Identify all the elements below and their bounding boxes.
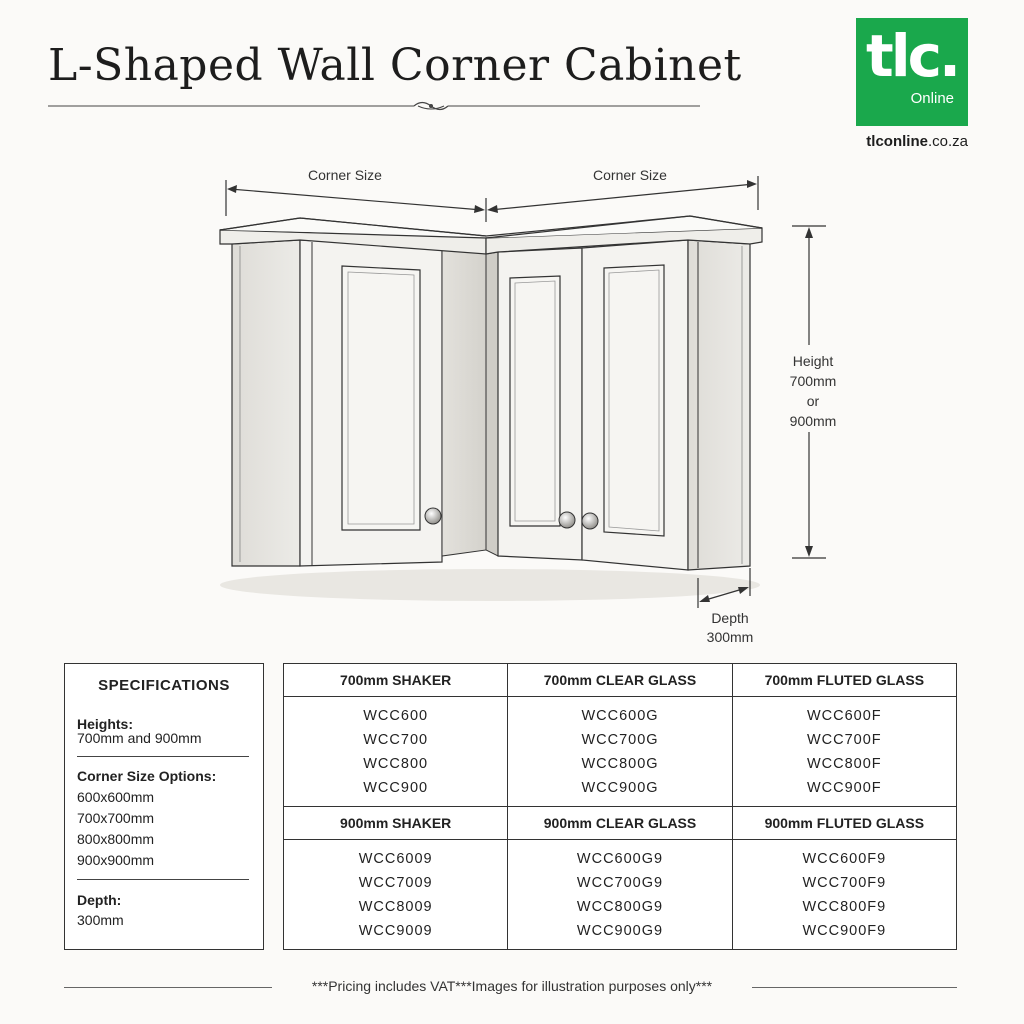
product-code: WCC800F (806, 755, 882, 772)
table-cell (732, 840, 956, 950)
product-code: WCC700F (806, 731, 882, 748)
right-door-1-knob (559, 512, 575, 528)
right-door-2-knob (582, 513, 598, 529)
product-codes-table (283, 663, 957, 950)
table-header: 700mm SHAKER (284, 664, 508, 697)
product-code: WCC600F (806, 707, 882, 724)
depth-spec-value: 300mm (77, 912, 124, 928)
table-cell (732, 697, 956, 807)
logo-sub: Online (910, 90, 954, 107)
depth-label-line: 300mm (706, 629, 754, 645)
floor-shadow (220, 569, 760, 601)
product-code: WCC600G (581, 707, 659, 724)
table-header-row (284, 664, 957, 697)
inner-corner-left (442, 248, 486, 556)
table-cell (284, 840, 508, 950)
left-door-knob (425, 508, 441, 524)
product-code: WCC800 (363, 755, 429, 772)
left-door-panel (342, 266, 420, 530)
product-code: WCC7009 (358, 874, 433, 891)
corner-size-option: 600x600mm (77, 789, 155, 805)
product-code: WCC600 (363, 707, 429, 724)
left-side-panel (232, 240, 300, 566)
product-code: WCC800G9 (576, 898, 664, 915)
product-code: WCC600G9 (576, 850, 664, 867)
product-code: WCC800F9 (802, 898, 887, 915)
inner-corner-right (486, 252, 498, 556)
right-side-panel (688, 240, 750, 570)
table-cell (284, 697, 508, 807)
spec-divider (77, 879, 249, 880)
corner-size-label-left: Corner Size (308, 167, 382, 183)
right-door-1-panel (510, 276, 560, 526)
height-label-line: 700mm (789, 373, 837, 389)
corner-size-label-right: Corner Size (593, 167, 667, 183)
product-code: WCC9009 (358, 922, 433, 939)
product-code: WCC700G (581, 731, 659, 748)
product-code: WCC900G9 (576, 922, 664, 939)
product-code: WCC900G (581, 779, 659, 796)
product-code: WCC8009 (358, 898, 433, 915)
right-door-2-panel (604, 265, 664, 536)
corner-size-options-label: Corner Size Options: (77, 768, 217, 784)
table-header: 700mm FLUTED GLASS (732, 664, 956, 697)
corner-size-option: 700x700mm (77, 810, 155, 826)
heights-label: Heights: (77, 716, 133, 732)
height-label-line: 900mm (789, 413, 837, 429)
product-code: WCC600F9 (802, 850, 887, 867)
table-header: 900mm SHAKER (284, 807, 508, 840)
logo-mark: tlc. (865, 22, 959, 90)
corner-size-options-list (77, 787, 154, 871)
specifications-box (64, 663, 264, 950)
product-code: WCC900F (806, 779, 882, 796)
table-cell (508, 697, 732, 807)
footer-disclaimer: ***Pricing includes VAT***Images for illustration purposes only*** (311, 978, 713, 994)
heights-value: 700mm and 900mm (77, 730, 202, 746)
product-code: WCC700 (363, 731, 429, 748)
corner-size-option: 900x900mm (77, 852, 155, 868)
depth-label (690, 609, 770, 647)
table-header-row (284, 807, 957, 840)
product-code: WCC700F9 (802, 874, 887, 891)
height-label-line: Height (792, 353, 834, 369)
table-header: 700mm CLEAR GLASS (508, 664, 732, 697)
table-row (284, 697, 957, 807)
page-title: L-Shaped Wall Corner Cabinet (48, 40, 742, 91)
specifications-heading: SPECIFICATIONS (98, 677, 230, 694)
table-cell (508, 840, 732, 950)
product-code: WCC900F9 (802, 922, 887, 939)
product-code: WCC800G (581, 755, 659, 772)
product-code: WCC900 (363, 779, 429, 796)
logo-site-bold: tlconline (866, 133, 928, 150)
depth-label-line: Depth (711, 610, 749, 626)
logo-site-rest: .co.za (927, 133, 968, 150)
table-row (284, 840, 957, 950)
product-code: WCC700G9 (576, 874, 664, 891)
height-label (770, 351, 856, 431)
product-code: WCC6009 (358, 850, 433, 867)
depth-spec-label: Depth: (77, 892, 122, 908)
table-header: 900mm CLEAR GLASS (508, 807, 732, 840)
corner-size-option: 800x800mm (77, 831, 155, 847)
spec-divider (77, 756, 249, 757)
table-header: 900mm FLUTED GLASS (732, 807, 956, 840)
height-label-line: or (806, 393, 820, 409)
